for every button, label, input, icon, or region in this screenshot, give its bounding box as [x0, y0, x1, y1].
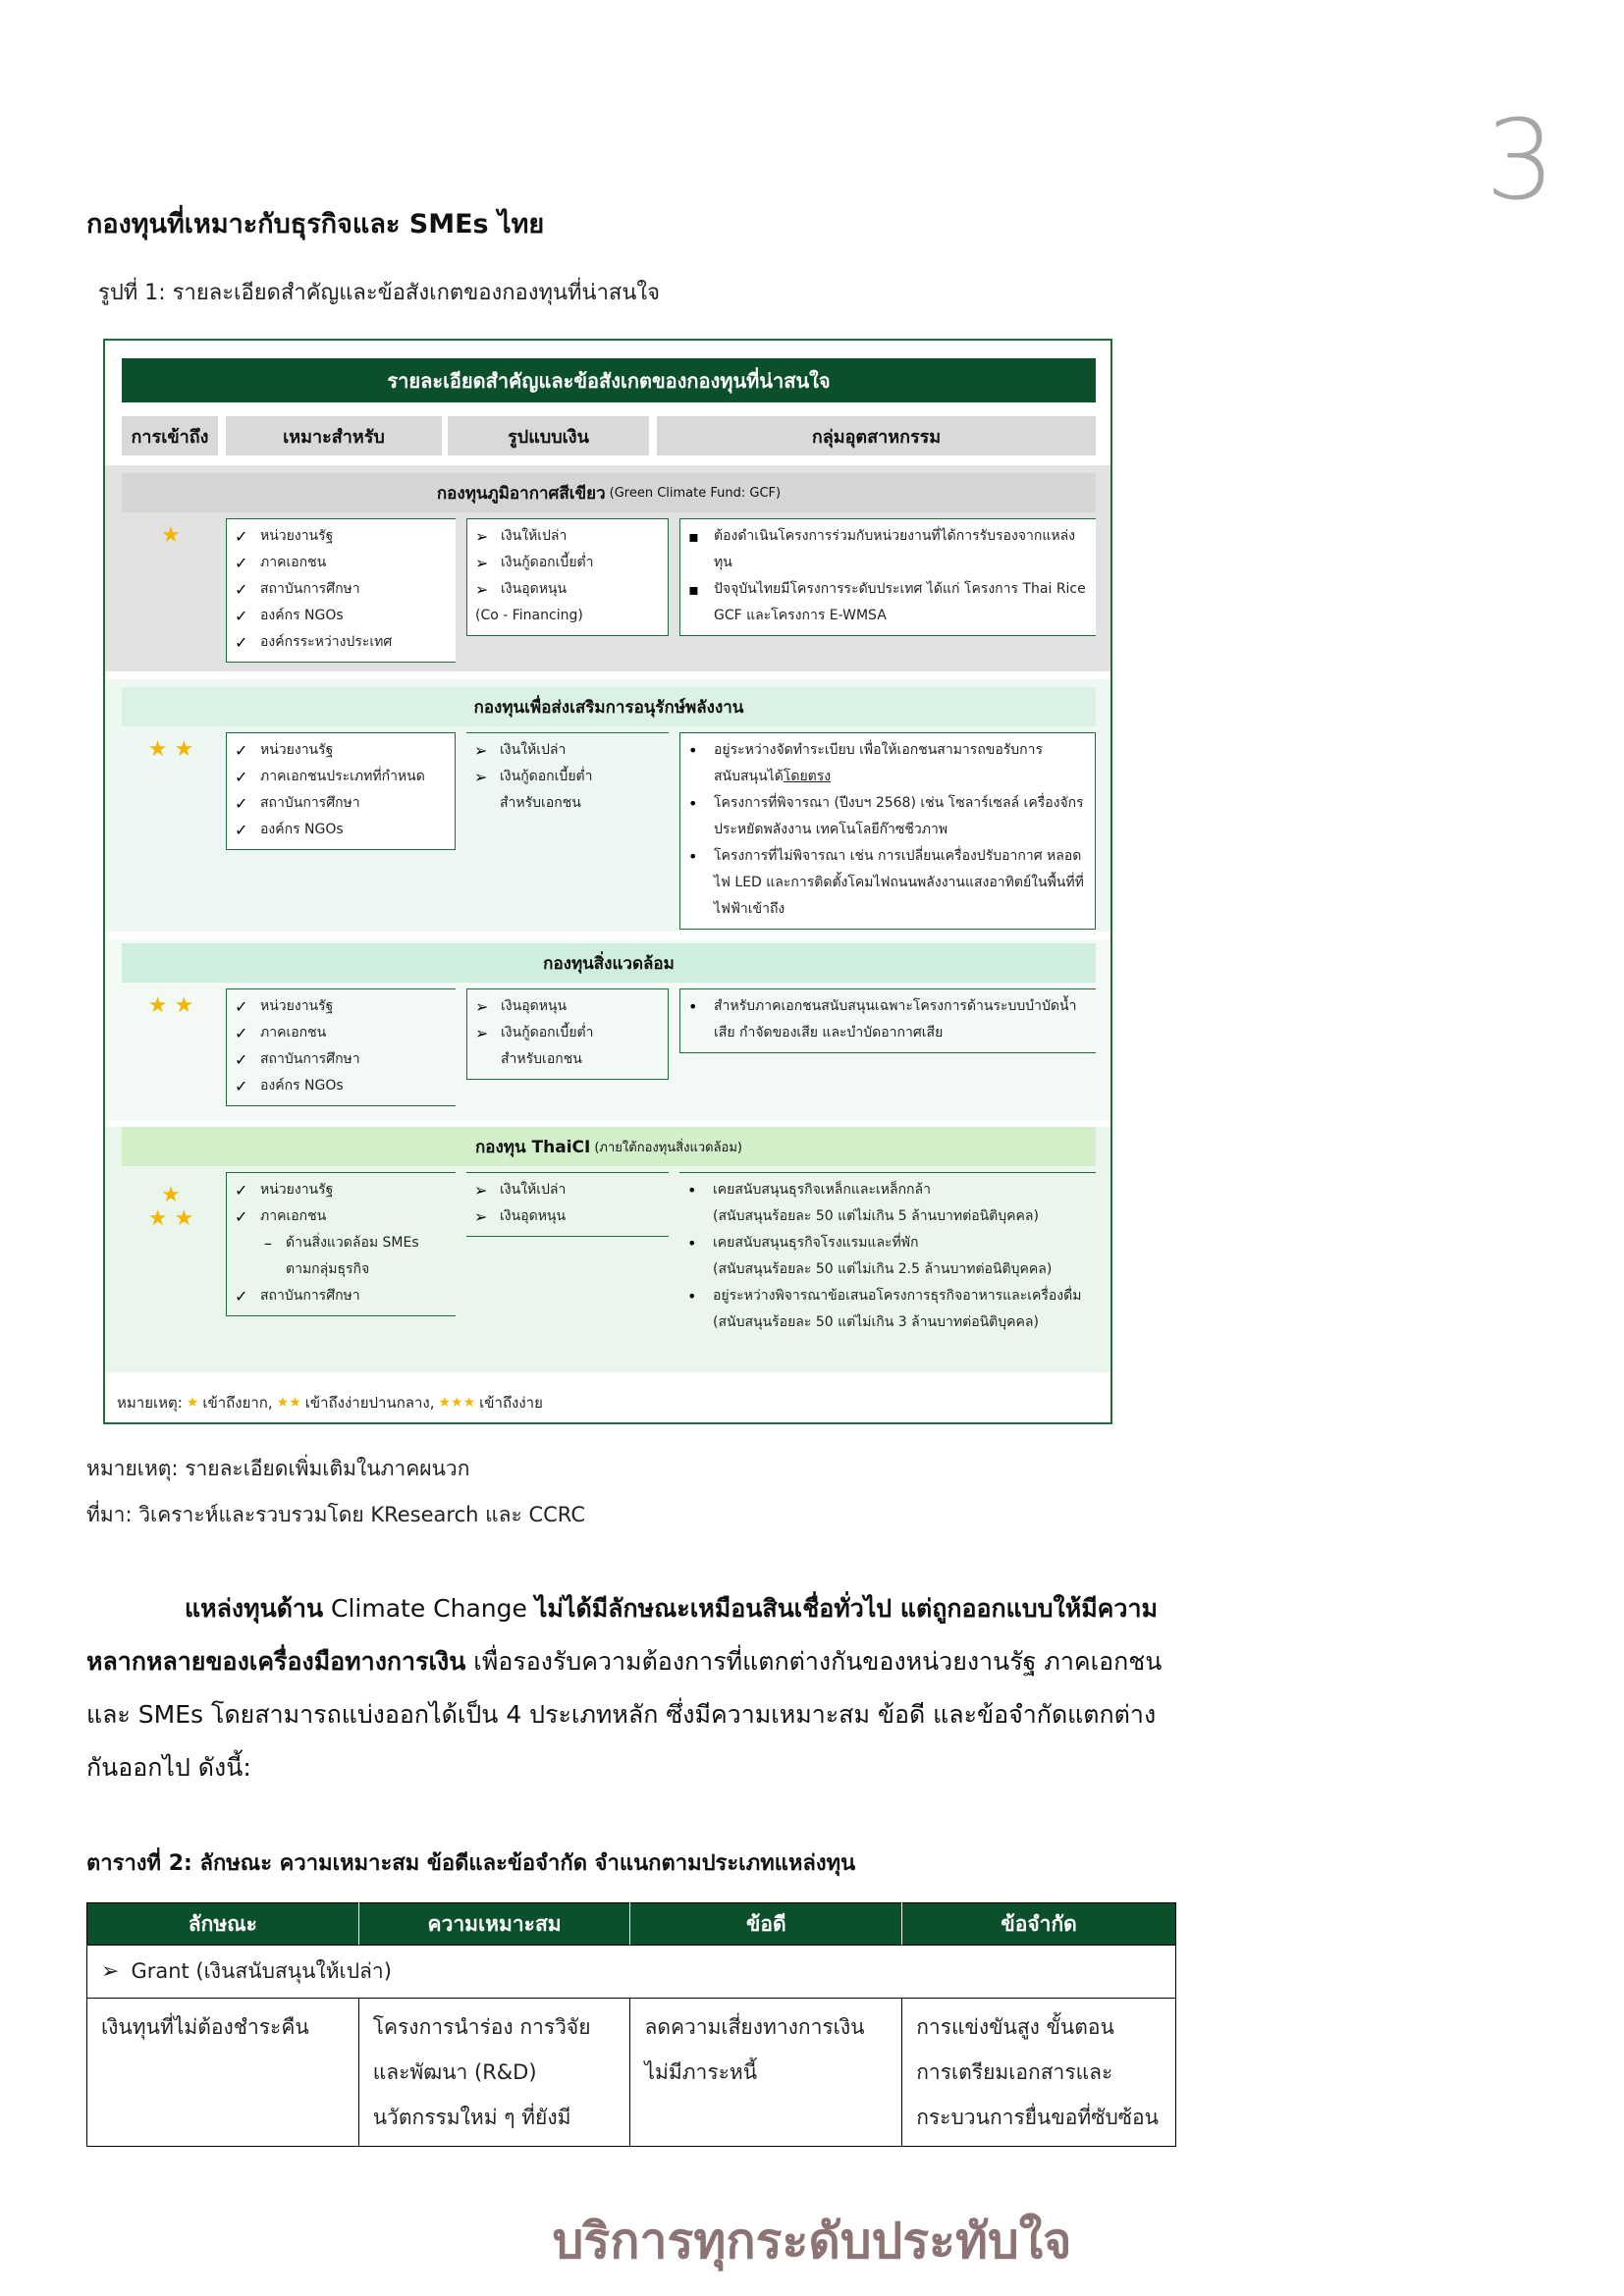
fund-block-thaici [105, 1127, 1110, 1372]
funding-list: ➢ เงินให้เปล่า ➢ เงินกู้ดอกเบี้ยต่ำ ➢ เงินอุดหนุน (Co - Financing) [466, 518, 669, 636]
header-characteristic: ลักษณะ [87, 1903, 359, 1946]
funding-list: ➢ เงินอุดหนุน ➢ เงินกู้ดอกเบี้ยต่ำ สำหรับเอกชน [466, 988, 669, 1080]
fund-details-figure [103, 339, 1112, 1424]
table-group-row [87, 1946, 1176, 1999]
star-icon: ★ [161, 1183, 181, 1207]
fund-title-energy: กองทุนเพื่อส่งเสริมการอนุรักษ์พลังงาน [122, 687, 1096, 726]
access-stars [122, 524, 220, 548]
col-industry: กลุ่มอุตสาหกรรม [657, 416, 1096, 455]
star-icon: ★ [174, 1206, 194, 1231]
star-icon: ★ [174, 993, 194, 1018]
access-stars [122, 994, 220, 1018]
arrow-bullet-icon: ➢ [101, 1959, 120, 1984]
figure-legend: หมายเหตุ: ★ เข้าถึงยาก, ★★ เข้าถึงง่ายปานกลาง, ★★★ เข้าถึงง่าย [117, 1394, 543, 1412]
star-icon: ★ [186, 1395, 199, 1411]
group-label: Grant (เงินสนับสนุนให้เปล่า) [131, 1959, 392, 1983]
star-icon: ★★★ [438, 1395, 476, 1411]
figure-column-headers [122, 416, 1096, 455]
figure-header: รายละเอียดสำคัญและข้อสังเกตของกองทุนที่น่าสนใจ [122, 358, 1096, 402]
figure-caption: รูปที่ 1: รายละเอียดสำคัญและข้อสังเกตของกองทุนที่น่าสนใจ [98, 281, 661, 305]
star-icon: ★ [147, 737, 168, 762]
cell-limitations: การแข่งขันสูง ขั้นตอนการเตรียมเอกสารและกระบวนการยื่นขอที่ซับซ้อน [902, 1999, 1176, 2147]
table-header-row [87, 1903, 1176, 1946]
fund-block-environment [105, 939, 1110, 1121]
header-advantages: ข้อดี [630, 1903, 902, 1946]
star-icon: ★ [161, 523, 181, 548]
col-access: การเข้าถึง [122, 416, 218, 455]
footer-slogan: บริการทุกระดับประทับใจ [552, 2212, 1072, 2269]
fund-title-gcf: กองทุนภูมิอากาศสีเขียว (Green Climate Fund: GCF) [122, 473, 1096, 512]
suitable-list: ✓ หน่วยงานรัฐ ✓ ภาคเอกชน ✓ สถาบันการศึกษา ✓ องค์กร NGOs [226, 988, 456, 1106]
funding-list: ➢ เงินให้เปล่า ➢ เงินอุดหนุน [466, 1172, 669, 1237]
industry-list: • เคยสนับสนุนธุรกิจเหล็กและเหล็กกล้า (สนับสนุนร้อยละ 50 แต่ไม่เกิน 5 ล้านบาทต่อนิติบุคคล) • เคยสนับสนุนธุรกิจโรงแรมและที่พัก (สนับสนุนร้อยละ 50 แต่ไม่เกิน 2.5 ล้านบาทต่อนิติบุคคล) • อยู่ระหว่างพิจารณาข้อเสนอโครงการธุรกิจอาหารและเครื่องดื่ม (สนับสนุนร้อยละ 50 แต่ไม่เกิน 3 ล้านบาทต่อนิติบุคคล) [679, 1172, 1096, 1340]
star-icon: ★ [147, 993, 168, 1018]
fund-block-gcf [105, 465, 1110, 671]
star-icon: ★★ [276, 1395, 301, 1411]
table-row [87, 1999, 1176, 2147]
star-icon: ★ [147, 1206, 168, 1231]
figure-remark: หมายเหตุ: รายละเอียดเพิ่มเติมในภาคผนวก [86, 1457, 470, 1480]
star-icon: ★ [174, 737, 194, 762]
cell-advantages: ลดความเสี่ยงทางการเงิน ไม่มีภาระหนี้ [630, 1999, 902, 2147]
header-suitability: ความเหมาะสม [358, 1903, 630, 1946]
suitable-list: ✓ หน่วยงานรัฐ ✓ ภาคเอกชนประเภทที่กำหนด ✓ สถาบันการศึกษา ✓ องค์กร NGOs [226, 732, 456, 850]
suitable-list: ✓ หน่วยงานรัฐ ✓ ภาคเอกชน – ด้านสิ่งแวดล้อม SMEs ตามกลุ่มธุรกิจ ✓ สถาบันการศึกษา [226, 1172, 456, 1316]
page-number: 3 [1485, 97, 1555, 225]
fund-type-table [86, 1902, 1176, 2147]
fund-title-thaici: กองทุน ThaiCI (ภายใต้กองทุนสิ่งแวดล้อม) [122, 1127, 1096, 1166]
industry-list: • สำหรับภาคเอกชนสนับสนุนเฉพาะโครงการด้านระบบบำบัดน้ำเสีย กำจัดของเสีย และบำบัดอากาศเสีย [679, 988, 1096, 1053]
section-title: กองทุนที่เหมาะกับธุรกิจและ SMEs ไทย [86, 209, 545, 240]
body-paragraph: แหล่งทุนด้าน Climate Change ไม่ได้มีลักษณะเหมือนสินเชื่อทั่วไป แต่ถูกออกแบบให้มีความหลากหลายของเครื่องมือทางการเงิน เพื่อรองรับความต้องการที่แตกต่างกันของหน่วยงานรัฐ ภาคเอกชน และ SMEs โดยสามารถแบ่งออกได้เป็น 4 ประเภทหลัก ซึ่งมีความเหมาะสม ข้อดี และข้อจำกัดแตกต่างกันออกไป ดังนี้: [86, 1594, 1163, 1782]
col-funding: รูปแบบเงิน [448, 416, 649, 455]
suitable-list: ✓ หน่วยงานรัฐ ✓ ภาคเอกชน ✓ สถาบันการศึกษา ✓ องค์กร NGOs ✓ องค์กรระหว่างประเทศ [226, 518, 456, 663]
table-title: ตารางที่ 2: ลักษณะ ความเหมาะสม ข้อดีและข้อจำกัด จำแนกตามประเภทแหล่งทุน [86, 1851, 856, 1876]
cell-characteristic: เงินทุนที่ไม่ต้องชำระคืน [87, 1999, 359, 2147]
access-stars [122, 738, 220, 762]
access-stars [122, 1184, 220, 1231]
funding-list: ➢ เงินให้เปล่า ➢ เงินกู้ดอกเบี้ยต่ำ สำหรับเอกชน [466, 732, 669, 821]
industry-list: • อยู่ระหว่างจัดทำระเบียบ เพื่อให้เอกชนสามารถขอรับการสนับสนุนได้โดยตรง • โครงการที่พิจารณา (ปีงบฯ 2568) เช่น โซลาร์เซลล์ เครื่องจักรประหยัดพลังงาน เทคโนโลยีก๊าซชีวภาพ • โครงการที่ไม่พิจารณา เช่น การเปลี่ยนเครื่องปรับอากาศ หลอดไฟ LED และการติดตั้งโคมไฟถนนพลังงานแสงอาทิตย์ในพื้นที่ที่ไฟฟ้าเข้าถึง [679, 732, 1096, 930]
header-limitations: ข้อจำกัด [902, 1903, 1176, 1946]
fund-title-environment: กองทุนสิ่งแวดล้อม [122, 943, 1096, 983]
fund-block-energy [105, 679, 1110, 932]
industry-list: ▪ ต้องดำเนินโครงการร่วมกับหน่วยงานที่ได้การรับรองจากแหล่งทุน ▪ ปัจจุบันไทยมีโครงการระดับประเทศ ได้แก่ โครงการ Thai Rice GCF และโครงการ E-WMSA [679, 518, 1096, 636]
figure-source: ที่มา: วิเคราะห์และรวบรวมโดย KResearch และ CCRC [86, 1503, 585, 1526]
col-suitable: เหมาะสำหรับ [226, 416, 442, 455]
cell-suitability: โครงการนำร่อง การวิจัยและพัฒนา (R&D) นวัตกรรมใหม่ ๆ ที่ยังมี [358, 1999, 630, 2147]
